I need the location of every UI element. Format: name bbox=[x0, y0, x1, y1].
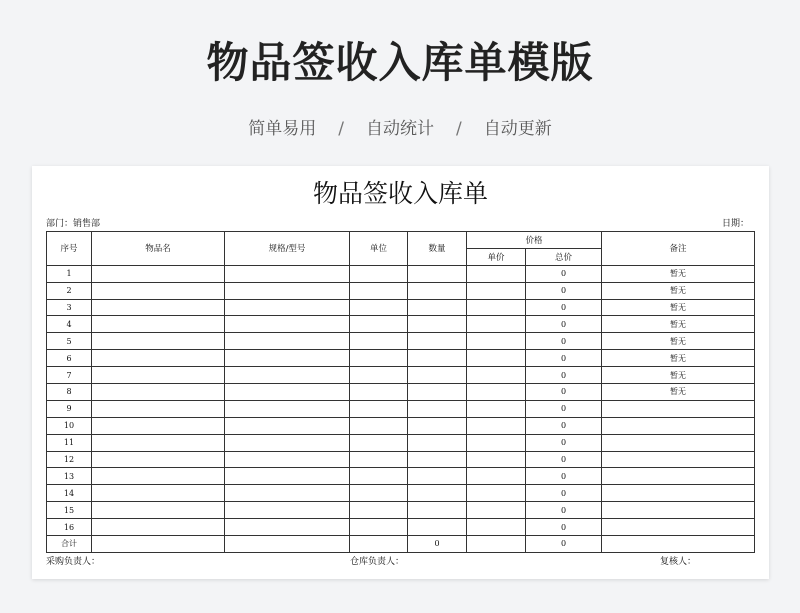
row-total-price[interactable]: 0 bbox=[526, 265, 602, 282]
row-quantity[interactable] bbox=[408, 451, 467, 468]
row-spec[interactable] bbox=[225, 400, 350, 417]
table-row bbox=[47, 502, 755, 519]
row-item-name[interactable] bbox=[92, 316, 225, 333]
row-unit[interactable] bbox=[350, 282, 408, 299]
row-seq: 8 bbox=[47, 384, 92, 401]
total-cell[interactable] bbox=[467, 536, 526, 553]
banner-title: 物品签收入库单模版 bbox=[206, 38, 594, 87]
row-seq: 4 bbox=[47, 316, 92, 333]
row-total-price[interactable]: 0 bbox=[526, 400, 602, 417]
header-price: 价格 bbox=[467, 232, 602, 249]
table-row bbox=[47, 367, 755, 384]
row-seq: 3 bbox=[47, 299, 92, 316]
row-item-name[interactable] bbox=[92, 468, 225, 485]
row-quantity[interactable] bbox=[408, 434, 467, 451]
header-unit-price: 单价 bbox=[467, 248, 526, 265]
row-quantity[interactable] bbox=[408, 485, 467, 502]
row-spec[interactable] bbox=[225, 282, 350, 299]
header-quantity: 数量 bbox=[408, 232, 467, 266]
form-sheet bbox=[32, 166, 769, 579]
table-row bbox=[47, 333, 755, 350]
row-quantity[interactable] bbox=[408, 384, 467, 401]
row-unit-price[interactable] bbox=[467, 350, 526, 367]
row-quantity[interactable] bbox=[408, 333, 467, 350]
row-item-name[interactable] bbox=[92, 451, 225, 468]
row-unit[interactable] bbox=[350, 350, 408, 367]
row-unit[interactable] bbox=[350, 519, 408, 536]
row-unit-price[interactable] bbox=[467, 384, 526, 401]
table-row bbox=[47, 299, 755, 316]
row-remark[interactable]: 暂无 bbox=[602, 316, 755, 333]
row-quantity[interactable] bbox=[408, 417, 467, 434]
row-unit[interactable] bbox=[350, 502, 408, 519]
row-seq: 9 bbox=[47, 400, 92, 417]
row-unit-price[interactable] bbox=[467, 265, 526, 282]
row-spec[interactable] bbox=[225, 485, 350, 502]
row-remark[interactable] bbox=[602, 451, 755, 468]
row-seq: 11 bbox=[47, 434, 92, 451]
row-remark[interactable]: 暂无 bbox=[602, 282, 755, 299]
row-spec[interactable] bbox=[225, 434, 350, 451]
row-unit[interactable] bbox=[350, 417, 408, 434]
row-item-name[interactable] bbox=[92, 299, 225, 316]
table-row bbox=[47, 519, 755, 536]
row-unit[interactable] bbox=[350, 333, 408, 350]
row-remark[interactable] bbox=[602, 519, 755, 536]
row-remark[interactable] bbox=[602, 468, 755, 485]
row-unit-price[interactable] bbox=[467, 519, 526, 536]
row-total-price[interactable]: 0 bbox=[526, 350, 602, 367]
row-item-name[interactable] bbox=[92, 417, 225, 434]
tag-auto-stat: 自动统计 bbox=[366, 119, 434, 139]
table-row bbox=[47, 485, 755, 502]
row-quantity[interactable] bbox=[408, 400, 467, 417]
row-seq: 14 bbox=[47, 485, 92, 502]
row-unit-price[interactable] bbox=[467, 468, 526, 485]
row-quantity[interactable] bbox=[408, 519, 467, 536]
row-spec[interactable] bbox=[225, 316, 350, 333]
row-item-name[interactable] bbox=[92, 367, 225, 384]
receipt-table bbox=[46, 231, 755, 553]
row-unit[interactable] bbox=[350, 299, 408, 316]
row-unit-price[interactable] bbox=[467, 434, 526, 451]
row-unit[interactable] bbox=[350, 265, 408, 282]
row-spec[interactable] bbox=[225, 468, 350, 485]
row-total-price[interactable]: 0 bbox=[526, 367, 602, 384]
table-row bbox=[47, 434, 755, 451]
row-spec[interactable] bbox=[225, 519, 350, 536]
row-item-name[interactable] bbox=[92, 519, 225, 536]
form-title: 物品签收入库单 bbox=[312, 179, 488, 208]
row-quantity[interactable] bbox=[408, 299, 467, 316]
row-unit-price[interactable] bbox=[467, 282, 526, 299]
table-row bbox=[47, 384, 755, 401]
row-seq: 10 bbox=[47, 417, 92, 434]
row-unit-price[interactable] bbox=[467, 299, 526, 316]
row-item-name[interactable] bbox=[92, 282, 225, 299]
row-spec[interactable] bbox=[225, 265, 350, 282]
row-unit-price[interactable] bbox=[467, 400, 526, 417]
row-unit[interactable] bbox=[350, 316, 408, 333]
table-row bbox=[47, 265, 755, 282]
row-remark[interactable]: 暂无 bbox=[602, 299, 755, 316]
row-item-name[interactable] bbox=[92, 434, 225, 451]
department-label: 部门：销售部 bbox=[46, 219, 101, 229]
row-total-price[interactable]: 0 bbox=[526, 434, 602, 451]
warehouse-signature: 仓库负责人： bbox=[350, 557, 405, 567]
row-unit[interactable] bbox=[350, 384, 408, 401]
row-total-price[interactable]: 0 bbox=[526, 384, 602, 401]
table-row bbox=[47, 451, 755, 468]
row-total-price[interactable]: 0 bbox=[526, 485, 602, 502]
header-seq: 序号 bbox=[47, 232, 92, 266]
table-row bbox=[47, 468, 755, 485]
row-spec[interactable] bbox=[225, 502, 350, 519]
row-unit[interactable] bbox=[350, 485, 408, 502]
table-row bbox=[47, 400, 755, 417]
row-total-price[interactable]: 0 bbox=[526, 299, 602, 316]
row-remark[interactable]: 暂无 bbox=[602, 265, 755, 282]
row-total-price[interactable]: 0 bbox=[526, 502, 602, 519]
row-item-name[interactable] bbox=[92, 333, 225, 350]
row-seq: 1 bbox=[47, 265, 92, 282]
row-seq: 7 bbox=[47, 367, 92, 384]
row-item-name[interactable] bbox=[92, 350, 225, 367]
row-seq: 16 bbox=[47, 519, 92, 536]
row-item-name[interactable] bbox=[92, 485, 225, 502]
row-remark[interactable] bbox=[602, 485, 755, 502]
row-spec[interactable] bbox=[225, 367, 350, 384]
row-remark[interactable] bbox=[602, 417, 755, 434]
row-spec[interactable] bbox=[225, 350, 350, 367]
row-unit-price[interactable] bbox=[467, 333, 526, 350]
tagline bbox=[0, 114, 800, 139]
row-total-price[interactable]: 0 bbox=[526, 333, 602, 350]
row-unit[interactable] bbox=[350, 367, 408, 384]
row-quantity[interactable] bbox=[408, 350, 467, 367]
total-price-sum[interactable]: 0 bbox=[526, 536, 602, 553]
row-unit-price[interactable] bbox=[467, 451, 526, 468]
row-seq: 5 bbox=[47, 333, 92, 350]
tag-separator: / bbox=[456, 119, 462, 139]
row-remark[interactable]: 暂无 bbox=[602, 333, 755, 350]
row-spec[interactable] bbox=[225, 451, 350, 468]
row-total-price[interactable]: 0 bbox=[526, 417, 602, 434]
tag-easy: 简单易用 bbox=[248, 119, 317, 139]
row-item-name[interactable] bbox=[92, 400, 225, 417]
row-seq: 12 bbox=[47, 451, 92, 468]
row-remark[interactable] bbox=[602, 502, 755, 519]
total-cell[interactable] bbox=[602, 536, 755, 553]
table-row bbox=[47, 282, 755, 299]
row-unit[interactable] bbox=[350, 400, 408, 417]
date-label: 日期： bbox=[721, 219, 749, 229]
row-item-name[interactable] bbox=[92, 384, 225, 401]
row-quantity[interactable] bbox=[408, 316, 467, 333]
row-spec[interactable] bbox=[225, 417, 350, 434]
row-remark[interactable]: 暂无 bbox=[602, 384, 755, 401]
table-row bbox=[47, 316, 755, 333]
row-unit-price[interactable] bbox=[467, 502, 526, 519]
row-total-price[interactable]: 0 bbox=[526, 316, 602, 333]
row-quantity[interactable] bbox=[408, 265, 467, 282]
tag-auto-update: 自动更新 bbox=[483, 119, 552, 139]
row-spec[interactable] bbox=[225, 333, 350, 350]
row-quantity[interactable] bbox=[408, 282, 467, 299]
total-cell[interactable] bbox=[350, 536, 408, 553]
row-seq: 15 bbox=[47, 502, 92, 519]
reviewer-signature: 复核人： bbox=[660, 557, 697, 567]
header-remark: 备注 bbox=[602, 232, 755, 266]
row-remark[interactable] bbox=[602, 400, 755, 417]
row-total-price[interactable]: 0 bbox=[526, 282, 602, 299]
row-seq: 6 bbox=[47, 350, 92, 367]
row-item-name[interactable] bbox=[92, 265, 225, 282]
row-unit-price[interactable] bbox=[467, 417, 526, 434]
row-total-price[interactable]: 0 bbox=[526, 468, 602, 485]
row-total-price[interactable]: 0 bbox=[526, 451, 602, 468]
row-unit[interactable] bbox=[350, 451, 408, 468]
row-item-name[interactable] bbox=[92, 502, 225, 519]
total-row bbox=[47, 536, 755, 553]
header-item-name: 物品名 bbox=[92, 232, 225, 266]
row-unit-price[interactable] bbox=[467, 367, 526, 384]
total-cell[interactable] bbox=[225, 536, 350, 553]
purchaser-signature: 采购负责人： bbox=[46, 557, 101, 567]
table-row bbox=[47, 417, 755, 434]
row-seq: 13 bbox=[47, 468, 92, 485]
row-remark[interactable]: 暂无 bbox=[602, 350, 755, 367]
row-remark[interactable]: 暂无 bbox=[602, 367, 755, 384]
row-quantity[interactable] bbox=[408, 502, 467, 519]
row-seq: 2 bbox=[47, 282, 92, 299]
row-unit-price[interactable] bbox=[467, 316, 526, 333]
row-spec[interactable] bbox=[225, 384, 350, 401]
row-quantity[interactable] bbox=[408, 367, 467, 384]
row-spec[interactable] bbox=[225, 299, 350, 316]
total-cell[interactable] bbox=[92, 536, 225, 553]
header-spec: 规格/型号 bbox=[225, 232, 350, 266]
row-unit[interactable] bbox=[350, 434, 408, 451]
tag-separator: / bbox=[338, 119, 344, 139]
header-unit: 单位 bbox=[350, 232, 408, 266]
table-row bbox=[47, 350, 755, 367]
total-label: 合计 bbox=[47, 536, 92, 553]
row-quantity[interactable] bbox=[408, 468, 467, 485]
header-total-price: 总价 bbox=[526, 248, 602, 265]
row-unit[interactable] bbox=[350, 468, 408, 485]
total-quantity[interactable]: 0 bbox=[408, 536, 467, 553]
row-unit-price[interactable] bbox=[467, 485, 526, 502]
row-remark[interactable] bbox=[602, 434, 755, 451]
row-total-price[interactable]: 0 bbox=[526, 519, 602, 536]
